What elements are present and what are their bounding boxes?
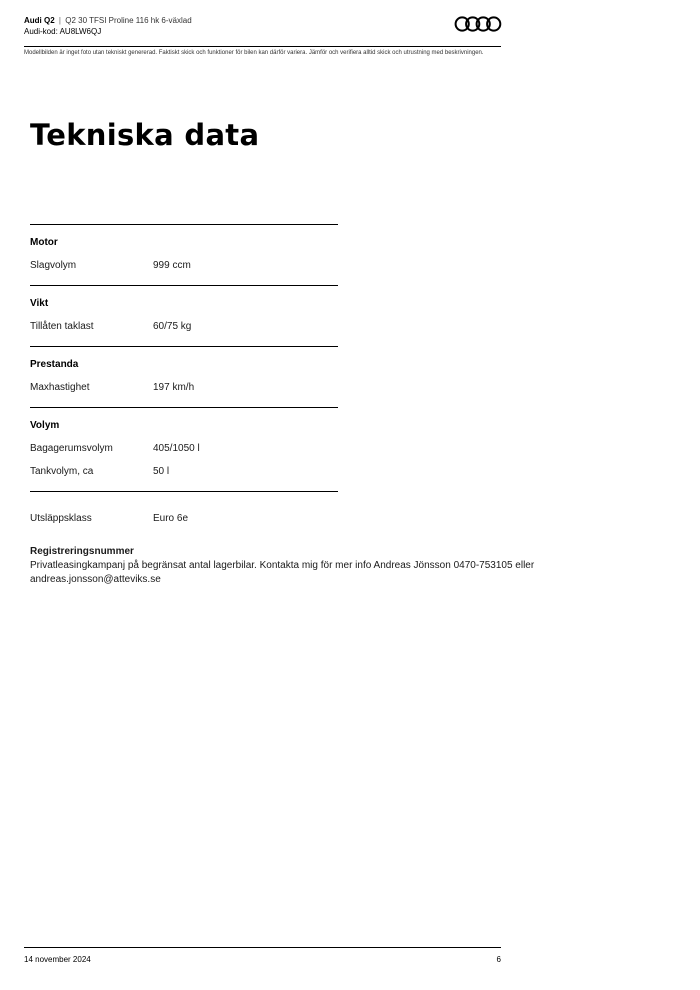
registration-text: Privatleasingkampanj på begränsat antal lagerbilar. Kontakta mig för mer info Andreas Jönsson 0470-753105 eller andreas.jonsson@atteviks.se	[30, 560, 535, 585]
spec-label: Tillåten taklast	[30, 321, 94, 332]
disclaimer: Modellbilden är inget foto utan tekniskt genererad. Faktiskt skick och funktioner för bilen kan därför variera. Jämför och verifiera alltid skick och utrustning med beskrivningen.	[24, 50, 484, 56]
spec-row	[30, 460, 338, 483]
spec-value: 60/75 kg	[153, 321, 192, 332]
spec-row	[30, 254, 338, 277]
registration-block	[30, 545, 590, 587]
section-title: Prestanda	[30, 359, 79, 370]
spec-list	[30, 224, 338, 530]
spec-label: Tankvolym, ca	[30, 466, 94, 477]
spec-label: Utsläppsklass	[30, 513, 92, 524]
section-volym	[30, 407, 338, 491]
page-title: Tekniska data	[30, 118, 260, 152]
section-title: Motor	[30, 237, 58, 248]
section-title: Vikt	[30, 298, 49, 309]
spec-row	[30, 376, 338, 399]
model-variant: Q2 30 TFSI Proline 116 hk 6-växlad	[65, 16, 192, 25]
audi-rings-icon	[454, 15, 502, 33]
spec-label: Slagvolym	[30, 260, 77, 271]
spec-label: Maxhastighet	[30, 382, 90, 393]
spec-value: 197 km/h	[153, 382, 195, 393]
spec-value: 405/1050 l	[153, 443, 200, 454]
header-title	[24, 16, 192, 25]
spec-value: 999 ccm	[153, 260, 191, 271]
section-title: Volym	[30, 420, 60, 431]
audi-code: Audi-kod: AU8LW6QJ	[24, 27, 102, 36]
spec-label: Bagagerumsvolym	[30, 443, 113, 454]
spec-row	[30, 315, 338, 338]
header-separator: |	[58, 16, 61, 25]
section-prestanda	[30, 346, 338, 407]
section-emission	[30, 491, 338, 530]
registration-title: Registreringsnummer	[30, 546, 134, 557]
footer-date: 14 november 2024	[24, 955, 91, 964]
spec-value: Euro 6e	[153, 513, 189, 524]
footer-divider	[24, 947, 501, 948]
model-name: Audi Q2	[24, 16, 55, 25]
section-motor	[30, 224, 338, 285]
section-vikt	[30, 285, 338, 346]
page-number: 6	[496, 955, 501, 964]
spec-row	[30, 437, 338, 460]
spec-row	[30, 507, 338, 530]
header-divider	[24, 46, 501, 47]
spec-value: 50 l	[153, 466, 170, 477]
